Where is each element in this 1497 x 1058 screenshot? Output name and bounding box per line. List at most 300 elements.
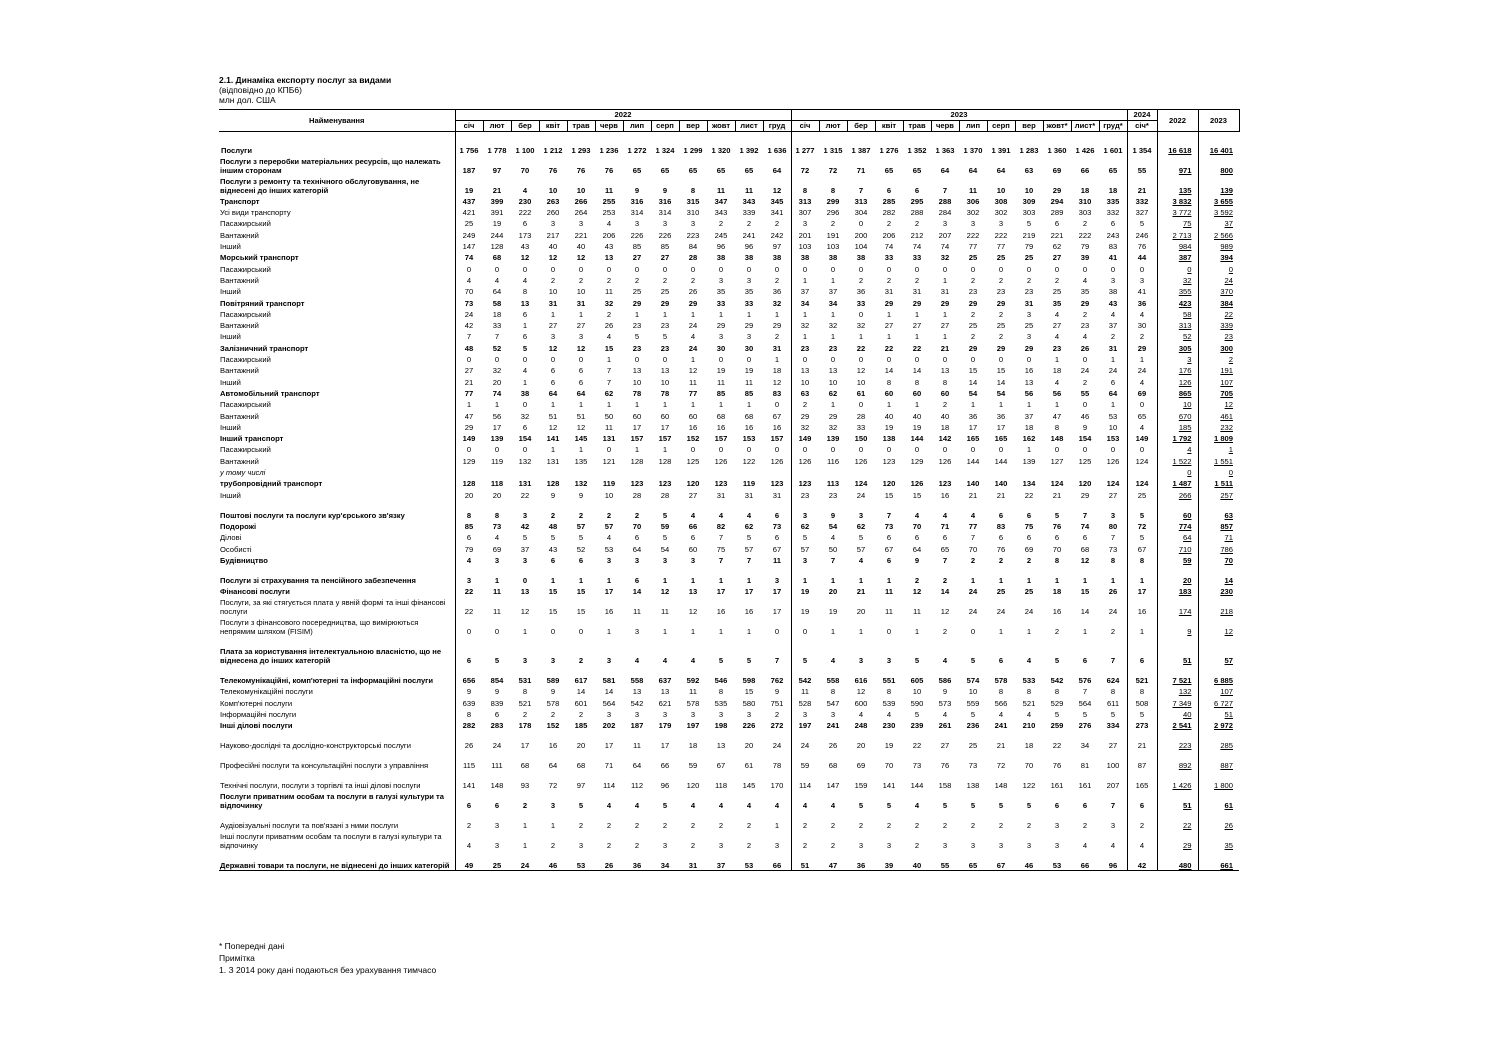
value-cell: 3	[651, 217, 679, 228]
value-cell: 4	[623, 790, 651, 810]
value-cell: 5	[959, 636, 987, 665]
value-cell: 17	[651, 421, 679, 432]
value-cell: 39	[1071, 251, 1099, 262]
report-unit: млн дол. США	[219, 95, 276, 105]
value-cell: 222	[959, 228, 987, 239]
value-cell: 3	[623, 217, 651, 228]
row-label: Вантажний	[219, 228, 455, 239]
value-cell: 25	[483, 850, 511, 871]
value-cell: 27	[623, 251, 651, 262]
value-cell: 0	[1043, 443, 1071, 454]
value-cell: 3	[567, 330, 595, 341]
value-cell: 313	[847, 195, 875, 206]
value-cell: 36	[623, 850, 651, 871]
value-cell: 34	[791, 296, 819, 307]
value-cell: 3	[1127, 274, 1157, 285]
value-cell: 5	[1015, 790, 1043, 810]
value-cell: 38	[791, 251, 819, 262]
value-cell: 124	[1099, 477, 1127, 488]
value-cell: 62	[1043, 240, 1071, 251]
value-cell: 566	[987, 696, 1015, 707]
value-cell: 13	[511, 585, 539, 596]
year-total-cell: 132	[1157, 685, 1198, 696]
row-label: Аудіовізуальні послуги та пов'язані з ними послуги	[219, 810, 455, 830]
value-cell: 33	[735, 296, 763, 307]
year-total-cell: 786	[1220, 544, 1233, 554]
value-cell: 24	[959, 596, 987, 616]
value-cell: 47	[1043, 409, 1071, 420]
row-label: Інші послуги приватним особам та послуги в галузі культури та відпочинку	[219, 830, 455, 850]
year-total-cell: 1 551	[1213, 456, 1233, 466]
footnote-preliminary: * Попередні дані	[219, 941, 285, 951]
value-cell: 40	[875, 409, 903, 420]
value-cell: 67	[763, 542, 791, 553]
year-total-cell: 52	[1157, 330, 1198, 341]
value-cell: 23	[1015, 285, 1043, 296]
value-cell: 69	[1127, 387, 1157, 398]
value-cell: 2	[651, 274, 679, 285]
value-cell: 1 636	[763, 143, 791, 154]
value-cell: 2	[567, 810, 595, 830]
value-cell: 23	[651, 341, 679, 352]
value-cell: 576	[1071, 665, 1099, 685]
table-row	[219, 585, 1239, 596]
row-label: Вантажний	[219, 274, 455, 285]
year-total-cell: 661	[1198, 850, 1239, 871]
year-total-cell: 984	[1157, 240, 1198, 251]
table-row	[219, 195, 1239, 206]
value-cell: 0	[651, 262, 679, 273]
value-cell: 60	[651, 409, 679, 420]
value-cell: 1	[511, 810, 539, 830]
value-cell: 1 392	[735, 143, 763, 154]
value-cell: 0	[735, 443, 763, 454]
value-cell: 2	[1099, 330, 1127, 341]
value-cell	[875, 466, 903, 477]
value-cell: 2	[763, 274, 791, 285]
value-cell: 303	[1015, 206, 1043, 217]
value-cell: 60	[931, 387, 959, 398]
value-cell: 0	[1099, 262, 1127, 273]
value-cell: 4	[1015, 708, 1043, 719]
table-row	[219, 454, 1239, 465]
value-cell: 12	[651, 585, 679, 596]
year-total-cell: 1 792	[1157, 432, 1198, 443]
value-cell: 13	[931, 364, 959, 375]
value-cell: 0	[455, 443, 483, 454]
value-cell: 6	[763, 500, 791, 520]
value-cell: 2	[903, 830, 931, 850]
row-label: Автомобільний транспорт	[219, 387, 455, 398]
value-cell: 63	[1015, 155, 1043, 175]
year-total-cell: 64	[1157, 531, 1198, 542]
value-cell: 0	[1015, 353, 1043, 364]
value-cell: 11	[735, 375, 763, 386]
value-cell: 2	[1127, 810, 1157, 830]
value-cell: 65	[735, 155, 763, 175]
value-cell: 2	[819, 217, 847, 228]
value-cell: 24	[791, 730, 819, 750]
value-cell: 57	[595, 520, 623, 531]
value-cell: 31	[903, 285, 931, 296]
value-cell: 124	[847, 477, 875, 488]
value-cell	[1015, 466, 1043, 477]
value-cell: 0	[903, 443, 931, 454]
value-cell: 2	[903, 810, 931, 830]
value-cell: 15	[1071, 585, 1099, 596]
value-cell: 57	[567, 520, 595, 531]
value-cell: 0	[1127, 262, 1157, 273]
value-cell: 17	[735, 585, 763, 596]
value-cell: 4	[875, 708, 903, 719]
month-header: лип	[959, 121, 987, 132]
value-cell: 32	[819, 319, 847, 330]
year-total-cell: 59	[1157, 554, 1198, 565]
month-header: січ	[455, 121, 483, 132]
value-cell	[763, 466, 791, 477]
value-cell: 12	[567, 251, 595, 262]
value-cell: 1 601	[1099, 143, 1127, 154]
table-row	[219, 341, 1239, 352]
value-cell: 303	[1071, 206, 1099, 217]
value-cell: 1	[875, 565, 903, 585]
value-cell: 226	[651, 228, 679, 239]
value-cell: 2	[595, 274, 623, 285]
value-cell: 28	[847, 409, 875, 420]
year-total-cell: 300	[1220, 343, 1233, 353]
value-cell: 1 391	[987, 143, 1015, 154]
value-cell: 327	[1127, 206, 1157, 217]
value-cell: 0	[931, 443, 959, 454]
row-label: Вантажний	[219, 364, 455, 375]
table-row	[219, 262, 1239, 273]
month-header: січ*	[1127, 121, 1157, 132]
value-cell: 1	[1099, 398, 1127, 409]
value-cell: 616	[847, 665, 875, 685]
value-cell: 32	[763, 296, 791, 307]
value-cell: 27	[567, 319, 595, 330]
value-cell: 141	[875, 770, 903, 790]
value-cell	[987, 132, 1015, 144]
value-cell: 64	[623, 750, 651, 770]
value-cell: 29	[1127, 341, 1157, 352]
value-cell	[539, 132, 567, 144]
value-cell: 284	[931, 206, 959, 217]
value-cell: 3	[959, 217, 987, 228]
value-cell: 1	[567, 308, 595, 319]
value-cell	[455, 466, 483, 477]
year-total-cell: 126	[1157, 375, 1198, 386]
value-cell: 157	[763, 432, 791, 443]
value-cell: 2	[1015, 274, 1043, 285]
value-cell: 3	[819, 708, 847, 719]
value-cell: 3	[679, 708, 707, 719]
value-cell: 20	[483, 488, 511, 499]
table-row	[219, 500, 1239, 520]
value-cell: 66	[1071, 155, 1099, 175]
value-cell: 1	[763, 810, 791, 830]
year-total-cell: 107	[1220, 687, 1233, 697]
row-label: Інформаційні послуги	[219, 708, 455, 719]
value-cell: 20	[735, 730, 763, 750]
table-row	[219, 308, 1239, 319]
year-total-cell: 0	[1228, 264, 1233, 274]
value-cell: 1	[511, 830, 539, 850]
value-cell: 17	[595, 585, 623, 596]
value-cell: 1 426	[1071, 143, 1099, 154]
value-cell: 128	[539, 477, 567, 488]
value-cell: 1	[847, 330, 875, 341]
value-cell: 12	[539, 251, 567, 262]
value-cell: 23	[819, 341, 847, 352]
value-cell: 96	[707, 240, 735, 251]
value-cell: 589	[539, 665, 567, 685]
value-cell: 153	[1099, 432, 1127, 443]
value-cell: 1	[1015, 398, 1043, 409]
value-cell: 539	[875, 696, 903, 707]
value-cell: 25	[987, 251, 1015, 262]
value-cell: 19	[819, 596, 847, 616]
value-cell: 6	[1071, 531, 1099, 542]
value-cell: 1 363	[931, 143, 959, 154]
value-cell: 0	[875, 443, 903, 454]
value-cell: 3	[511, 500, 539, 520]
value-cell: 5	[1099, 708, 1127, 719]
value-cell: 2	[987, 810, 1015, 830]
value-cell: 3	[707, 274, 735, 285]
value-cell: 4	[623, 636, 651, 665]
value-cell: 6	[455, 531, 483, 542]
value-cell: 2	[595, 830, 623, 850]
value-cell: 19	[735, 364, 763, 375]
value-cell: 8	[679, 175, 707, 195]
year-total-cell: 705	[1220, 388, 1233, 398]
value-cell: 2	[1099, 616, 1127, 636]
value-cell: 51	[539, 409, 567, 420]
table-row	[219, 330, 1239, 341]
month-header: серп	[987, 121, 1015, 132]
value-cell: 62	[847, 520, 875, 531]
year-total-cell: 24	[1224, 275, 1233, 285]
value-cell: 46	[1015, 850, 1043, 871]
year-total-cell: 1 511	[1214, 479, 1233, 489]
value-cell: 10	[623, 375, 651, 386]
value-cell: 2	[987, 308, 1015, 319]
value-cell: 7	[455, 330, 483, 341]
value-cell: 120	[679, 770, 707, 790]
value-cell: 3	[735, 708, 763, 719]
value-cell: 112	[623, 770, 651, 790]
year-total-cell: 423	[1157, 296, 1198, 307]
row-label: Інший	[219, 421, 455, 432]
table-row	[219, 542, 1239, 553]
value-cell: 73	[763, 520, 791, 531]
value-cell: 9	[455, 685, 483, 696]
value-cell: 3	[875, 636, 903, 665]
value-cell: 2	[735, 217, 763, 228]
value-cell: 179	[651, 719, 679, 730]
value-cell: 128	[455, 477, 483, 488]
table-row	[219, 296, 1239, 307]
value-cell: 5	[1043, 708, 1071, 719]
value-cell: 2	[791, 810, 819, 830]
value-cell: 0	[735, 262, 763, 273]
value-cell: 29	[763, 319, 791, 330]
year-total-cell: 14	[1224, 575, 1233, 585]
year-header: 2023	[1198, 110, 1239, 132]
value-cell: 20	[483, 375, 511, 386]
value-cell: 32	[791, 319, 819, 330]
value-cell: 140	[959, 477, 987, 488]
value-cell: 144	[903, 432, 931, 443]
value-cell: 72	[1127, 520, 1157, 531]
value-cell: 2	[1043, 616, 1071, 636]
value-cell: 4	[791, 790, 819, 810]
value-cell: 2	[595, 500, 623, 520]
value-cell: 0	[1127, 443, 1157, 454]
value-cell: 1	[1015, 443, 1043, 454]
value-cell: 79	[1015, 240, 1043, 251]
value-cell: 77	[455, 387, 483, 398]
value-cell: 1	[931, 308, 959, 319]
value-cell: 73	[959, 750, 987, 770]
value-cell: 207	[931, 228, 959, 239]
row-label: Пасажирський	[219, 217, 455, 228]
value-cell: 23	[651, 319, 679, 330]
value-cell: 37	[707, 850, 735, 871]
value-cell: 8	[511, 285, 539, 296]
value-cell: 314	[651, 206, 679, 217]
value-cell: 59	[651, 520, 679, 531]
value-cell: 1	[1127, 616, 1157, 636]
value-cell: 22	[1015, 488, 1043, 499]
value-cell: 120	[679, 477, 707, 488]
value-cell: 3	[623, 616, 651, 636]
value-cell: 31	[1099, 341, 1127, 352]
value-cell: 8	[1127, 685, 1157, 696]
value-cell	[1099, 132, 1127, 144]
month-header: жовт*	[1043, 121, 1071, 132]
value-cell: 132	[567, 477, 595, 488]
row-label: Технічні послуги, послуги з торгівлі та інші ділові послуги	[219, 770, 455, 790]
value-cell: 2	[539, 500, 567, 520]
value-cell: 38	[735, 251, 763, 262]
value-cell: 142	[931, 432, 959, 443]
value-cell: 3	[763, 565, 791, 585]
value-cell: 21	[1127, 175, 1157, 195]
value-cell: 4	[595, 790, 623, 810]
value-cell: 0	[1071, 398, 1099, 409]
value-cell: 1	[679, 398, 707, 409]
table-row	[219, 636, 1239, 665]
value-cell: 0	[511, 443, 539, 454]
value-cell: 2	[931, 565, 959, 585]
row-label: Транспорт	[219, 195, 455, 206]
value-cell: 38	[1099, 285, 1127, 296]
value-cell: 113	[819, 477, 847, 488]
value-cell: 7	[1099, 531, 1127, 542]
value-cell: 1	[903, 398, 931, 409]
value-cell	[931, 132, 959, 144]
value-cell: 3	[1015, 830, 1043, 850]
value-cell: 0	[1015, 262, 1043, 273]
value-cell: 76	[595, 155, 623, 175]
value-cell: 35	[1071, 285, 1099, 296]
value-cell: 126	[931, 454, 959, 465]
value-cell: 0	[847, 217, 875, 228]
year-total-cell: 865	[1157, 387, 1198, 398]
value-cell: 57	[847, 542, 875, 553]
year-total-cell: 2	[1228, 355, 1233, 365]
value-cell: 3	[679, 217, 707, 228]
value-cell: 60	[903, 387, 931, 398]
value-cell: 38	[847, 251, 875, 262]
row-label: Державні товари та послуги, не віднесені до інших категорій	[219, 850, 455, 871]
value-cell: 53	[1043, 850, 1071, 871]
value-cell: 2	[763, 217, 791, 228]
value-cell: 2	[987, 274, 1015, 285]
value-cell: 2	[791, 398, 819, 409]
value-cell: 1	[539, 565, 567, 585]
value-cell: 152	[539, 719, 567, 730]
value-cell: 187	[623, 719, 651, 730]
value-cell: 0	[455, 616, 483, 636]
value-cell: 61	[847, 387, 875, 398]
value-cell: 37	[791, 285, 819, 296]
value-cell: 9	[903, 554, 931, 565]
value-cell: 70	[1043, 542, 1071, 553]
value-cell: 309	[1015, 195, 1043, 206]
value-cell: 217	[539, 228, 567, 239]
value-cell: 8	[511, 685, 539, 696]
table-row	[219, 708, 1239, 719]
value-cell: 3	[987, 217, 1015, 228]
value-cell: 3	[1015, 308, 1043, 319]
value-cell: 103	[791, 240, 819, 251]
value-cell: 4	[1043, 375, 1071, 386]
value-cell: 624	[1099, 665, 1127, 685]
value-cell: 10	[539, 175, 567, 195]
value-cell: 288	[903, 206, 931, 217]
value-cell: 8	[1099, 685, 1127, 696]
value-cell: 36	[847, 850, 875, 871]
value-cell: 6	[875, 175, 903, 195]
value-cell: 29	[623, 296, 651, 307]
value-cell: 10	[903, 685, 931, 696]
value-cell: 0	[679, 262, 707, 273]
value-cell: 3	[539, 790, 567, 810]
value-cell: 38	[511, 387, 539, 398]
value-cell: 64	[539, 750, 567, 770]
value-cell: 3	[707, 708, 735, 719]
value-cell: 23	[987, 285, 1015, 296]
value-cell: 97	[567, 770, 595, 790]
value-cell: 2	[595, 308, 623, 319]
value-cell: 123	[707, 477, 735, 488]
value-cell: 29	[819, 409, 847, 420]
value-cell: 12	[679, 364, 707, 375]
value-cell: 14	[1071, 596, 1099, 616]
value-cell: 18	[1015, 730, 1043, 750]
value-cell: 25	[1043, 285, 1071, 296]
value-cell: 0	[819, 353, 847, 364]
value-cell: 295	[903, 195, 931, 206]
value-cell: 2	[875, 810, 903, 830]
value-cell: 12	[511, 596, 539, 616]
value-cell: 27	[1099, 730, 1127, 750]
value-cell: 11	[623, 596, 651, 616]
value-cell: 54	[819, 520, 847, 531]
